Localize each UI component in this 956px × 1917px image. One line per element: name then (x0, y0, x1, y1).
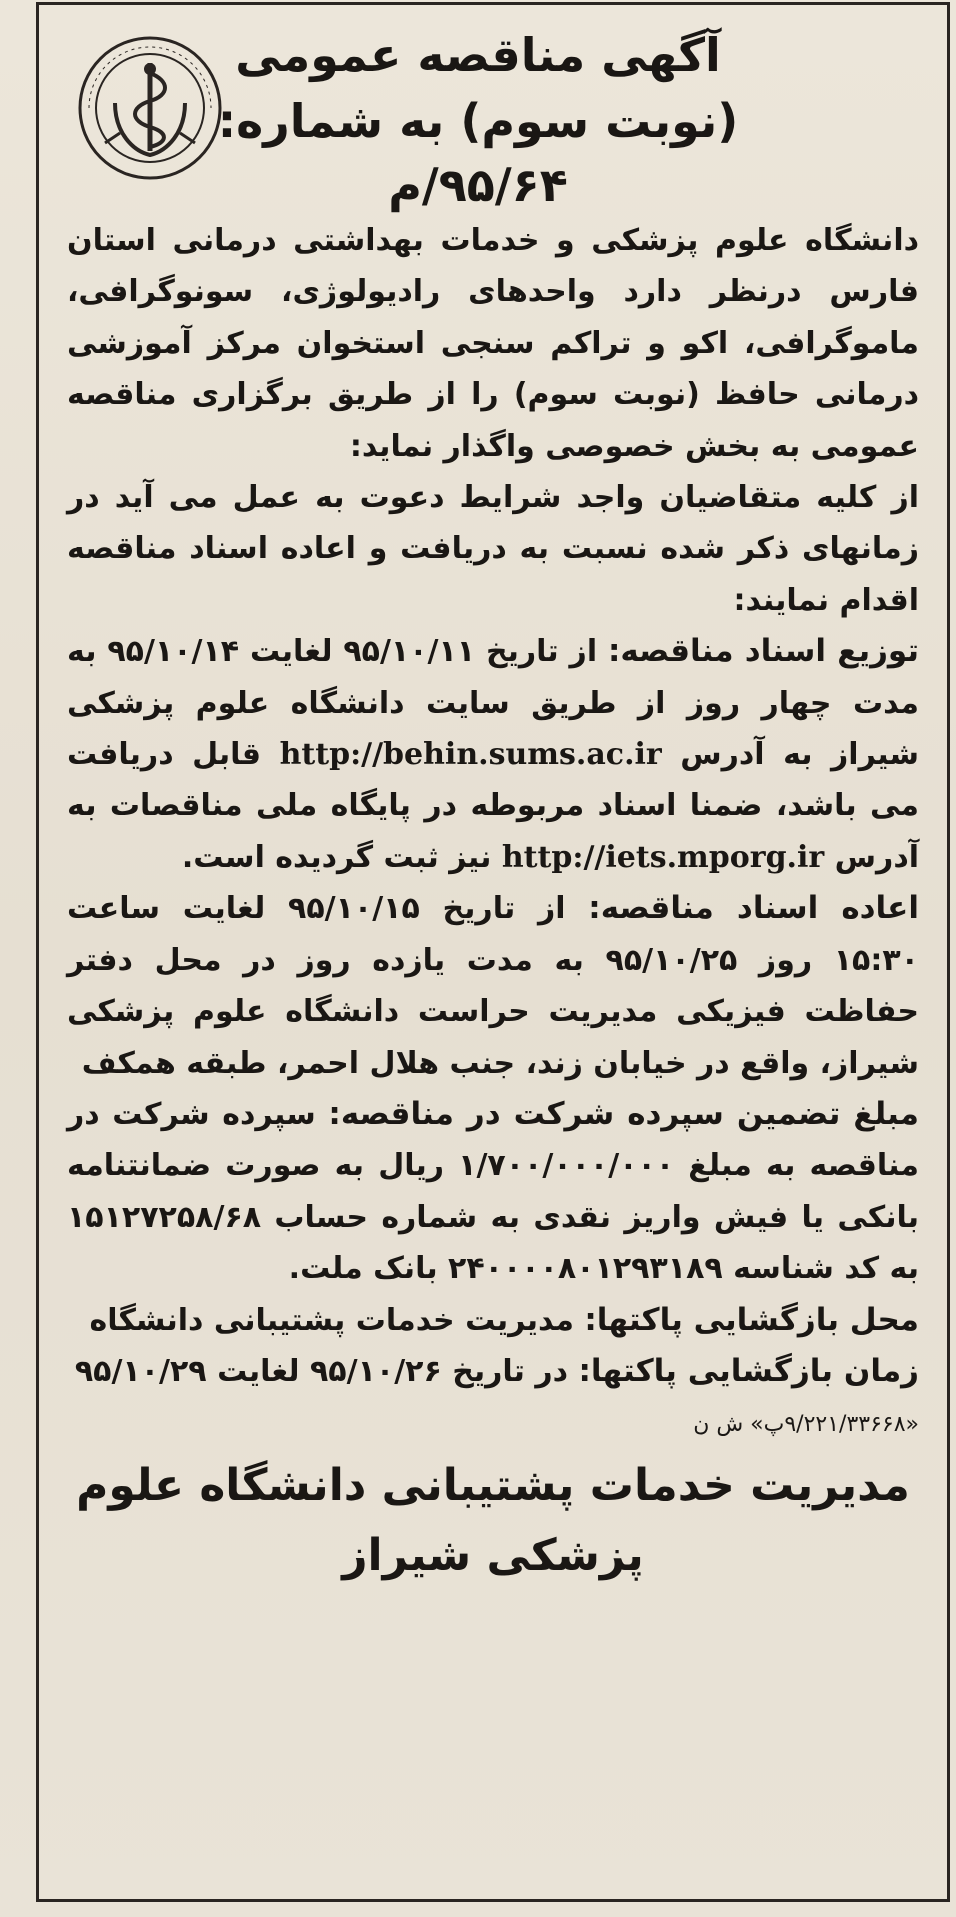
footer-line-2: پزشکی شیراز (342, 1530, 644, 1582)
distribution-section (67, 626, 919, 883)
notice-title: آگهی مناقصه عمومی (235, 28, 721, 82)
distribution-text-1: از تاریخ ۹۵/۱۰/۱۱ لغایت ۹۵/۱۰/۱۴ به مدت چهار روز از طریق سایت دانشگاه علوم پزشکی شیراز به آدرس (67, 634, 919, 773)
notice-frame (36, 2, 950, 1902)
opening-place-section (67, 1295, 919, 1346)
invitation-paragraph: از کلیه متقاضیان واجد شرایط دعوت به عمل می آید در زمانهای ذکر شده نسبت به دریافت و اعاده اسناد مناقصه اقدام نمایند: (67, 480, 919, 618)
notice-footer (67, 1451, 919, 1591)
opening-time-section (67, 1346, 919, 1397)
guarantee-section (67, 1089, 919, 1295)
iets-url-link[interactable]: http://iets.mporg.ir (501, 839, 825, 875)
opening-place-label: محل بازگشایی پاکتها: (584, 1301, 919, 1338)
opening-time-text: در تاریخ ۹۵/۱۰/۲۶ لغایت ۹۵/۱۰/۲۹ (74, 1353, 579, 1389)
return-docs-section (67, 883, 919, 1089)
return-docs-label: اعاده اسناد مناقصه: (588, 890, 919, 927)
return-docs-text: از تاریخ ۹۵/۱۰/۱۵ لغایت ساعت ۱۵:۳۰ روز ۹۵/۱۰/۲۵ به مدت یازده روز در محل دفتر حفاظت فیزیکی مدیریت حراست دانشگاه علوم پزشکی شیراز، واقع در خیابان زند، جنب هلال احمر، طبقه همکف (67, 891, 919, 1081)
guarantee-text: سپرده شرکت در مناقصه به مبلغ ۱/۷۰۰/۰۰۰/۰۰۰ ریال به صورت ضمانتنامه بانکی یا فیش واریز نقدی به شماره حساب ۱۵۱۲۷۲۵۸/۶۸ به کد شناسه ۲۴۰۰۰۰۸۰۱۲۹۳۱۸۹ بانک ملت. (67, 1096, 920, 1287)
notice-header (67, 25, 919, 215)
distribution-text-3: نیز ثبت گردیده است. (181, 839, 502, 875)
opening-place-text: مدیریت خدمات پشتیبانی دانشگاه (89, 1302, 585, 1338)
guarantee-label: مبلغ تضمین سپرده شرکت در مناقصه: (328, 1095, 919, 1132)
notice-body (67, 215, 919, 1397)
sums-university-emblem-icon (75, 33, 225, 183)
notice-number: (نوبت سوم) به شماره: ۹۵/۶۴/م (217, 94, 739, 212)
behin-url-link[interactable]: http://behin.sums.ac.ir (279, 737, 662, 773)
reference-code: «۹/۲۲۱/۳۳۶۶۸پ» ش ن (693, 1412, 919, 1438)
opening-time-label: زمان بازگشایی پاکتها: (578, 1352, 919, 1389)
intro-paragraph: دانشگاه علوم پزشکی و خدمات بهداشتی درمانی استان فارس درنظر دارد واحدهای رادیولوژی، سونوگرافی، ماموگرافی، اکو و تراکم سنجی استخوان مرکز آموزشی درمانی حافظ (نوبت سوم) را از طریق برگزاری مناقصه عمومی به بخش خصوصی واگذار نماید: (67, 223, 919, 464)
distribution-text-2: قابل دریافت می باشد، ضمنا اسناد مربوطه در پایگاه ملی مناقصات به آدرس (67, 737, 919, 875)
footer-line-1: مدیریت خدمات پشتیبانی دانشگاه علوم (76, 1460, 910, 1512)
distribution-label: توزیع اسناد مناقصه: (607, 633, 920, 670)
